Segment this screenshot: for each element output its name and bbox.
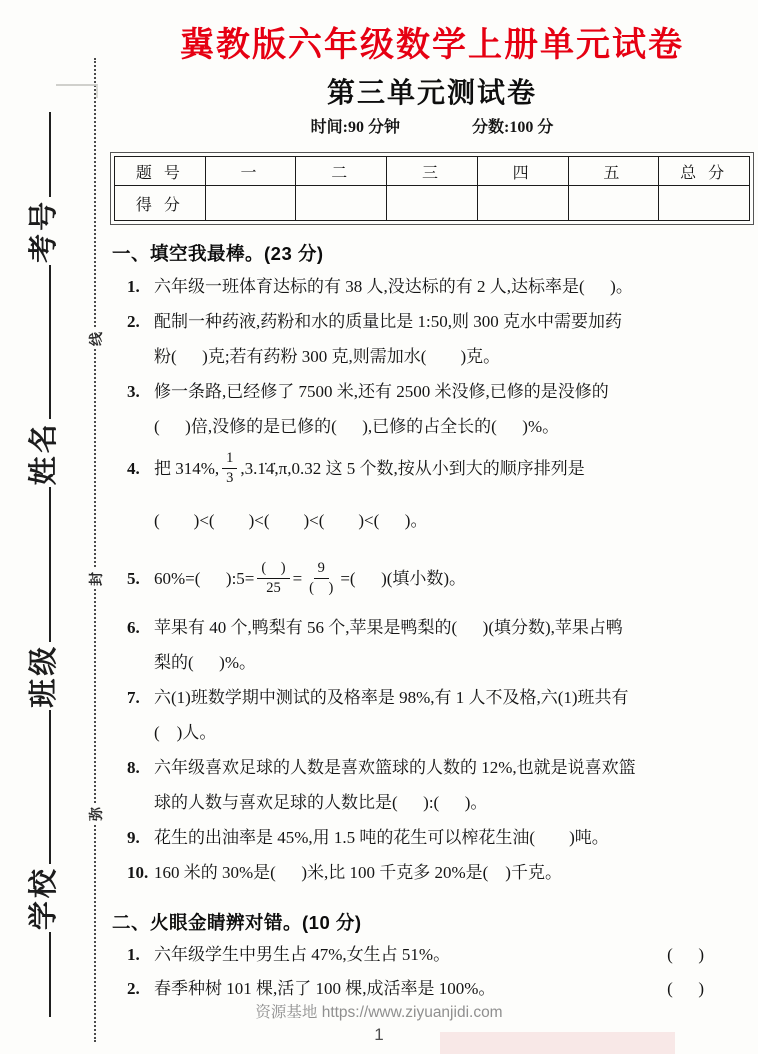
question-number: 8. <box>127 758 140 777</box>
paper-title: 第三单元测试卷 <box>326 77 537 108</box>
question-line <box>154 548 752 610</box>
fraction-numerator: ( ) <box>257 559 289 578</box>
footer-site-link: 资源基地 https://www.ziyuanjidi.com <box>255 1004 503 1021</box>
answer-bracket: ( ) <box>667 945 704 964</box>
time-label: 时间:90 分钟 <box>310 119 400 136</box>
fraction-numerator: 1 <box>222 449 237 468</box>
seal-margin <box>0 0 108 1054</box>
question-line: 六年级一班体育达标的有 38 人,没达标的有 2 人,达标率是( )。 <box>154 277 633 296</box>
score-table-header-cell: 五 <box>568 157 659 186</box>
question-6 <box>112 610 752 680</box>
score-table-header-cell: 总 分 <box>659 157 750 186</box>
question-text: 60%=( ):5= <box>154 569 255 588</box>
seal-blank-line <box>49 265 51 419</box>
fraction-denominator: 3 <box>226 469 234 486</box>
fraction-denominator: 25 <box>266 579 281 596</box>
question-10 <box>112 855 752 890</box>
score-row-label: 得 分 <box>115 186 206 221</box>
seal-dotted-line <box>88 58 104 1042</box>
question-line: 六年级喜欢足球的人数是喜欢篮球的人数的 12%,也就是说喜欢篮 <box>154 758 636 777</box>
score-table-header-cell: 四 <box>477 157 568 186</box>
question-line: 苹果有 40 个,鸭梨有 56 个,苹果是鸭梨的( )(填分数),苹果占鸭 <box>154 618 623 637</box>
score-table-header-cell: 二 <box>296 157 387 186</box>
score-table-header-cell: 题 号 <box>115 157 206 186</box>
question-2 <box>112 304 752 374</box>
score-table-header-cell: 一 <box>205 157 296 186</box>
question-number: 4. <box>127 459 140 478</box>
book-title: 冀教版六年级数学上册单元试卷 <box>180 26 684 64</box>
question-line <box>154 444 752 494</box>
question-line: 六(1)班数学期中测试的及格率是 98%,有 1 人不及格,六(1)班共有 <box>154 688 629 707</box>
question-number: 9. <box>127 828 140 847</box>
question-7 <box>112 680 752 750</box>
fraction-numerator: 9 <box>314 559 329 578</box>
seal-blank-line <box>49 112 51 197</box>
question-3 <box>112 374 752 444</box>
section-1-title: 一、填空我最棒。(23 分) <box>112 243 324 264</box>
score-table-header-cell: 三 <box>387 157 478 186</box>
question-line: 球的人数与喜欢足球的人数比是( ):( )。 <box>154 793 488 812</box>
seal-label-name: 姓名 <box>27 421 60 486</box>
score-table-header-row <box>115 157 750 186</box>
fraction <box>257 559 289 596</box>
question-text: 把 314%, <box>154 459 220 478</box>
tf-question-2 <box>112 972 752 1006</box>
seal-blank-line <box>49 487 51 641</box>
question-line: 160 米的 30%是( )米,比 100 千克多 20%是( )千克。 <box>154 863 562 882</box>
question-number: 6. <box>127 618 140 637</box>
question-number: 2. <box>127 979 140 998</box>
fraction <box>222 449 237 486</box>
question-line: ( )人。 <box>154 723 217 742</box>
question-9 <box>112 820 752 855</box>
main-content <box>112 0 752 1006</box>
question-1 <box>112 269 752 304</box>
seal-labels-rotated <box>18 112 64 1017</box>
score-empty-cell <box>659 186 750 221</box>
question-number: 2. <box>127 312 140 331</box>
question-line: ( )倍,没修的是已修的( ),已修的占全长的( )%。 <box>154 417 560 436</box>
score-empty-cell <box>296 186 387 221</box>
seal-char-feng: 封 <box>85 569 107 589</box>
question-number: 1. <box>127 945 140 964</box>
question-5 <box>112 548 752 610</box>
seal-char-xian: 线 <box>85 329 107 349</box>
page-footer <box>0 1003 758 1046</box>
question-line: 花生的出油率是 45%,用 1.5 吨的花生可以榨花生油( )吨。 <box>154 828 609 847</box>
tf-question-1 <box>112 938 752 972</box>
question-number: 5. <box>127 569 140 588</box>
question-4 <box>112 444 752 548</box>
score-table-fill-row <box>115 186 750 221</box>
question-text: ,3.1̇4̇,π,0.32 这 5 个数,按从小到大的顺序排列是 <box>240 459 585 478</box>
seal-label-exam-number: 考号 <box>27 198 60 263</box>
fraction-denominator: ( ) <box>309 579 334 596</box>
question-line: 六年级学生中男生占 47%,女生占 51%。 <box>154 945 451 964</box>
question-8 <box>112 750 752 820</box>
fraction <box>305 559 337 596</box>
question-line: 春季种树 101 棵,活了 100 棵,成活率是 100%。 <box>154 979 496 998</box>
question-number: 10. <box>127 863 149 882</box>
seal-char-mi: 弥 <box>85 804 107 824</box>
score-empty-cell <box>205 186 296 221</box>
score-empty-cell <box>387 186 478 221</box>
score-table <box>114 156 750 221</box>
score-empty-cell <box>568 186 659 221</box>
question-text: =( )(填小数)。 <box>340 569 467 588</box>
question-line: ( )<( )<( )<( )<( )。 <box>154 511 428 530</box>
question-line: 粉( )克;若有药粉 300 克,则需加水( )克。 <box>154 347 501 366</box>
question-number: 3. <box>127 382 140 401</box>
question-number: 1. <box>127 277 140 296</box>
seal-labels-column <box>18 112 64 1017</box>
scan-corner-mark <box>56 84 98 98</box>
seal-label-class: 班级 <box>27 643 60 708</box>
answer-bracket: ( ) <box>667 979 704 998</box>
seal-blank-line <box>49 710 51 864</box>
section-2-title: 二、火眼金睛辨对错。(10 分) <box>112 912 362 933</box>
score-label: 分数:100 分 <box>472 119 554 136</box>
seal-label-school: 学校 <box>27 866 60 931</box>
page-number: 1 <box>374 1025 384 1044</box>
meta-line <box>112 117 752 139</box>
equals-sign: = <box>292 569 303 588</box>
question-number: 7. <box>127 688 140 707</box>
score-empty-cell <box>477 186 568 221</box>
question-line: 修一条路,已经修了 7500 米,还有 2500 米没修,已修的是没修的 <box>154 382 609 401</box>
question-line: 配制一种药液,药粉和水的质量比是 1:50,则 300 克水中需要加药 <box>154 312 622 331</box>
question-line: 梨的( )%。 <box>154 653 256 672</box>
